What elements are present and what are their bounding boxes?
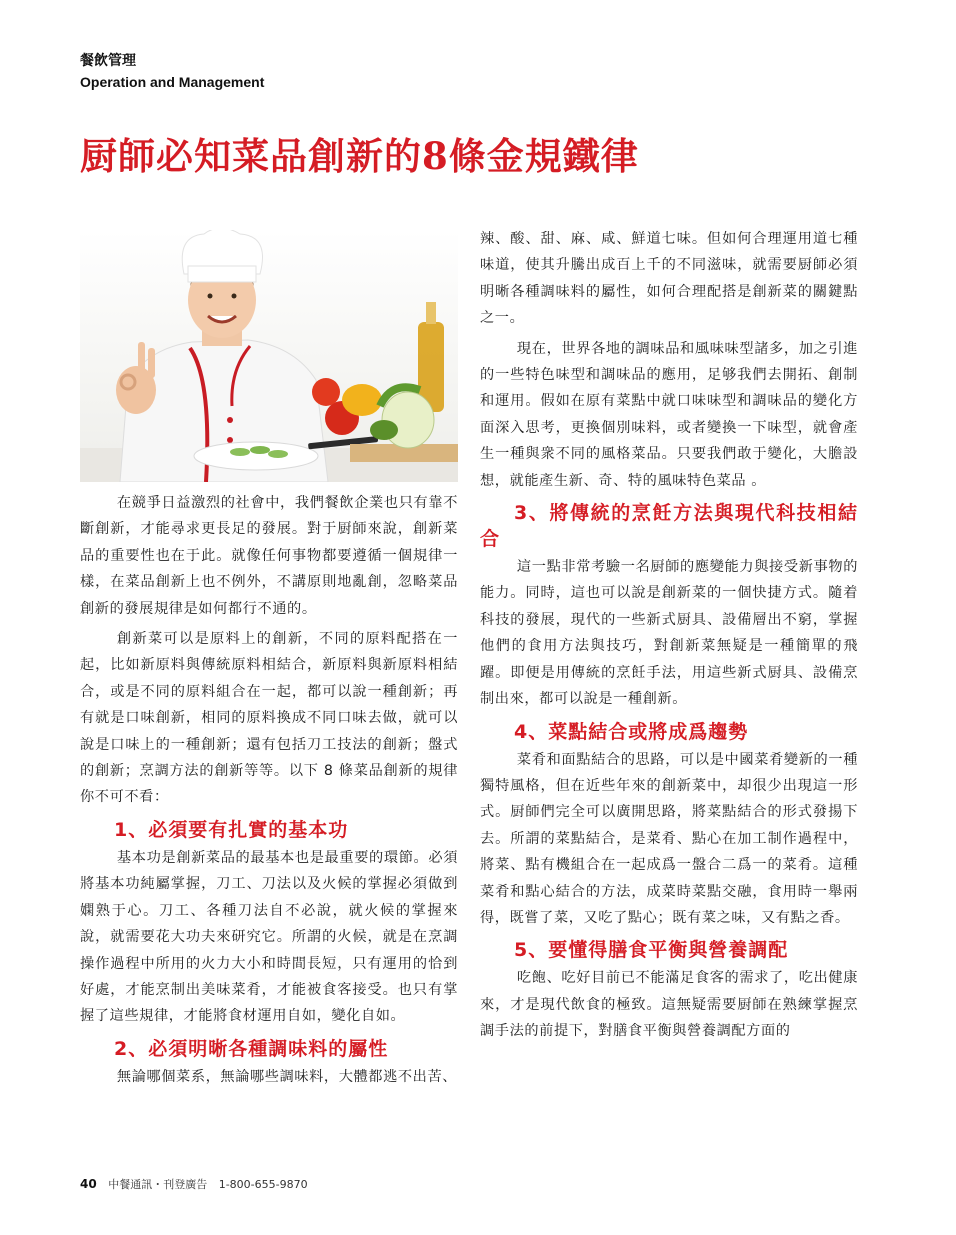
section-heading-5: 5、要懂得膳食平衡與營養調配 <box>514 939 789 962</box>
page-number: 40 <box>80 1177 97 1191</box>
paragraph: 這一點非常考驗一名厨師的應變能力與接受新事物的能力。同時，這也可以說是創新菜的一個快捷方式。隨着科技的發展，現代的一些新式厨具、設備層出不窮，掌握他們的食用方法與技巧，對創新菜無疑是一種簡單的飛躍。即便是用傳統的烹飪手法，用這些新式厨具、設備烹制出來，都可以說是一種創新。 <box>480 559 858 708</box>
paragraph: 在競爭日益激烈的社會中，我們餐飲企業也只有靠不斷創新，才能尋求更長足的發展。對于厨師來說，創新菜品的重要性也在于此。就像任何事物都要遵循一個規律一樣，在菜品創新上也不例外，不講原則地亂創，忽略菜品創新的發展規律是如何都行不通的。 <box>80 495 458 617</box>
paragraph: 創新菜可以是原料上的創新，不同的原料配搭在一起，比如新原料與傳統原料相結合，新原料與新原料相結合，或是不同的原料組合在一起，都可以說一種創新；再有就是口味創新，相同的原料換成不同口味去做，就可以說是口味上的一種創新；還有包括刀工技法的創新；盤式的創新；烹調方法的創新等等。以下 8 條菜品創新的規律你不可不看： <box>80 631 458 806</box>
section-label-en: Operation and Management <box>80 74 265 90</box>
paragraph: 基本功是創新菜品的最基本也是最重要的環節。必須將基本功純屬掌握，刀工、刀法以及火候的掌握必須做到嫻熟于心。刀工、各種刀法自不必說，就火候的掌握來說，就需要花大功夫來研究它。所謂的火候，就是在烹調操作過程中所用的火力大小和時間長短，只有運用的恰到好處，才能烹制出美味菜肴，才能被食客接受。也只有掌握了這些規律，才能將食材運用自如，變化自如。 <box>80 849 458 1025</box>
right-column <box>480 226 858 1045</box>
chef-photo <box>80 230 458 482</box>
paragraph: 現在，世界各地的調味品和風味味型諸多，加之引進的一些特色味型和調味品的應用，足够我們去開拓、創制和運用。假如在原有菜點中就口味味型和調味品的變化方面深入思考，更換個別味料，或者變換一下味型，就會產生一種與衆不同的風格菜品。只要我們敢于變化，大膽設想，就能產生新、奇、特的風味特色菜品 。 <box>480 340 858 489</box>
publication-name: 中餐通訊・刊登廣告 <box>108 1178 208 1191</box>
section-heading-1: 1、必須要有扎實的基本功 <box>114 818 349 841</box>
section-heading-2: 2、必須明晰各種調味料的屬性 <box>114 1037 389 1060</box>
paragraph: 無論哪個菜系，無論哪些調味料，大體都逃不出苦、 <box>116 1068 458 1085</box>
paragraph: 吃飽、吃好目前已不能滿足食客的需求了，吃出健康來，才是現代飲食的極致。這無疑需要厨師在熟練掌握烹調手法的前提下，對膳食平衡與營養調配方面的 <box>480 970 858 1040</box>
paragraph: 辣、酸、甜、麻、咸、鮮道七味。但如何合理運用道七種味道，使其升騰出成百上千的不同滋味，就需要厨師必須明晰各種調味料的屬性，如何合理配搭是創新菜的關鍵點之一。 <box>480 231 858 327</box>
section-heading-4: 4、菜點結合或將成爲趨勢 <box>514 720 749 743</box>
section-heading-3: 3、將傳統的烹飪方法與現代科技相結合 <box>480 502 858 551</box>
article-title: 厨師必知菜品創新的8條金規鐵律 <box>80 134 639 178</box>
section-label-zh: 餐飲管理 <box>80 53 136 69</box>
phone-number: 1-800-655-9870 <box>218 1178 308 1191</box>
left-column <box>80 490 458 1090</box>
paragraph: 菜肴和面點結合的思路，可以是中國菜肴變新的一種獨特風格，但在近些年來的創新菜中，却很少出現這一形式。厨師們完全可以廣開思路，將菜點結合的形式發揚下去。所謂的菜點結合，是菜肴、點心在加工制作過程中，將菜、點有機組合在一起成爲一盤合二爲一的菜肴。這種菜肴和點心結合的方法，成菜時菜點交融，食用時一舉兩得，既嘗了菜，又吃了點心；既有菜之味，又有點之香。 <box>480 751 858 926</box>
chef-illustration <box>80 230 458 482</box>
page-footer <box>80 1176 308 1192</box>
